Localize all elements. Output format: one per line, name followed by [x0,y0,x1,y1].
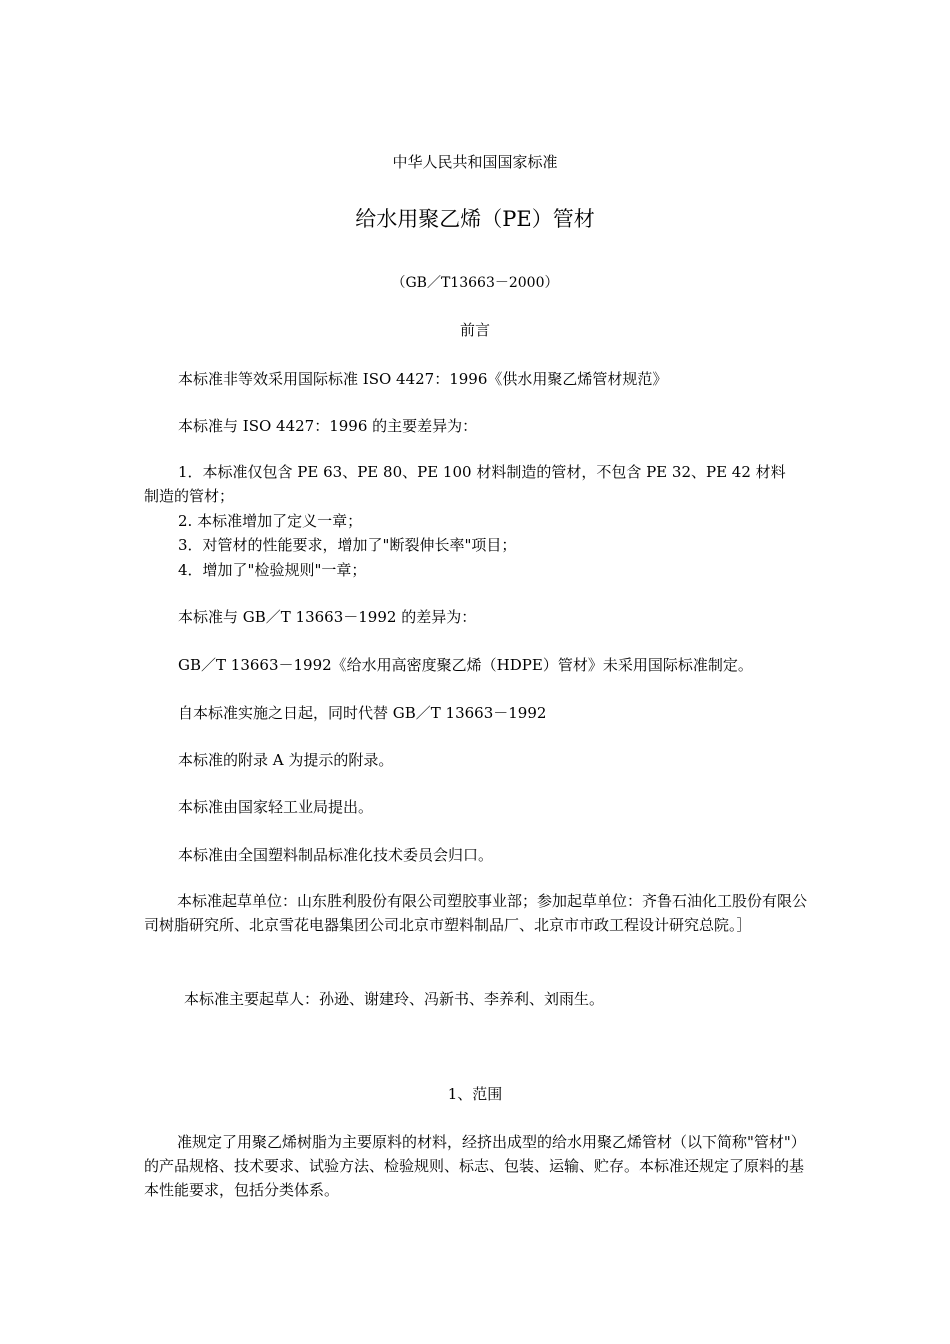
foreword-paragraph: 本标准由国家轻工业局提出。 [178,798,374,816]
drafters-paragraph: 本标准主要起草人：孙逊、谢建玲、冯新书、李养利、刘雨生。 [184,990,605,1008]
foreword-paragraph: 本标准与 ISO 4427：1996 的主要差异为： [178,417,478,435]
difference-item-1: 1．本标准仅包含 PE 63、PE 80、PE 100 材料制造的管材，不包含 PE 32、PE 42 材料 [178,463,786,481]
foreword-paragraph: GB／T 13663－1992《给水用高密度聚乙烯（HDPE）管材》未采用国际标准制定。 [178,656,753,674]
difference-item-3: 3．对管材的性能要求，增加了"断裂伸长率"项目； [178,536,517,554]
foreword-paragraph: 自本标准实施之日起，同时代替 GB／T 13663－1992 [178,704,547,722]
difference-item-1-continued: 制造的管材； [144,487,235,505]
foreword-paragraph: 本标准由全国塑料制品标准化技术委员会归口。 [178,846,494,864]
scope-paragraph: 准规定了用聚乙烯树脂为主要原料的材料，经挤出成型的给水用聚乙烯管材（以下简称"管材"）的产品规格、技术要求、试验方法、检验规则、标志、包装、运输、贮存。本标准还规定了原料的基本性能要求，包括分类体系。 [144,1133,806,1199]
difference-item-4: 4．增加了"检验规则"一章； [178,561,367,579]
difference-item-2: 2. 本标准增加了定义一章； [178,512,363,530]
drafting-units-paragraph: 本标准起草单位：山东胜利股份有限公司塑胶事业部；参加起草单位：齐鲁石油化工股份有限公司树脂研究所、北京雪花电器集团公司北京市塑料制品厂、北京市市政工程设计研究总院。］ [144,892,808,934]
document-title: 给水用聚乙烯（PE）管材 [355,207,595,231]
foreword-paragraph: 本标准与 GB／T 13663－1992 的差异为： [178,608,477,626]
foreword-heading: 前言 [459,321,490,339]
national-standard-label: 中华人民共和国国家标准 [392,153,558,171]
foreword-paragraph: 本标准非等效采用国际标准 ISO 4427：1996《供水用聚乙烯管材规范》 [178,370,668,388]
section-heading-scope: 1、范围 [447,1085,503,1103]
foreword-paragraph: 本标准的附录 A 为提示的附录。 [178,751,394,769]
standard-code: （GB／T13663－2000） [391,275,559,291]
